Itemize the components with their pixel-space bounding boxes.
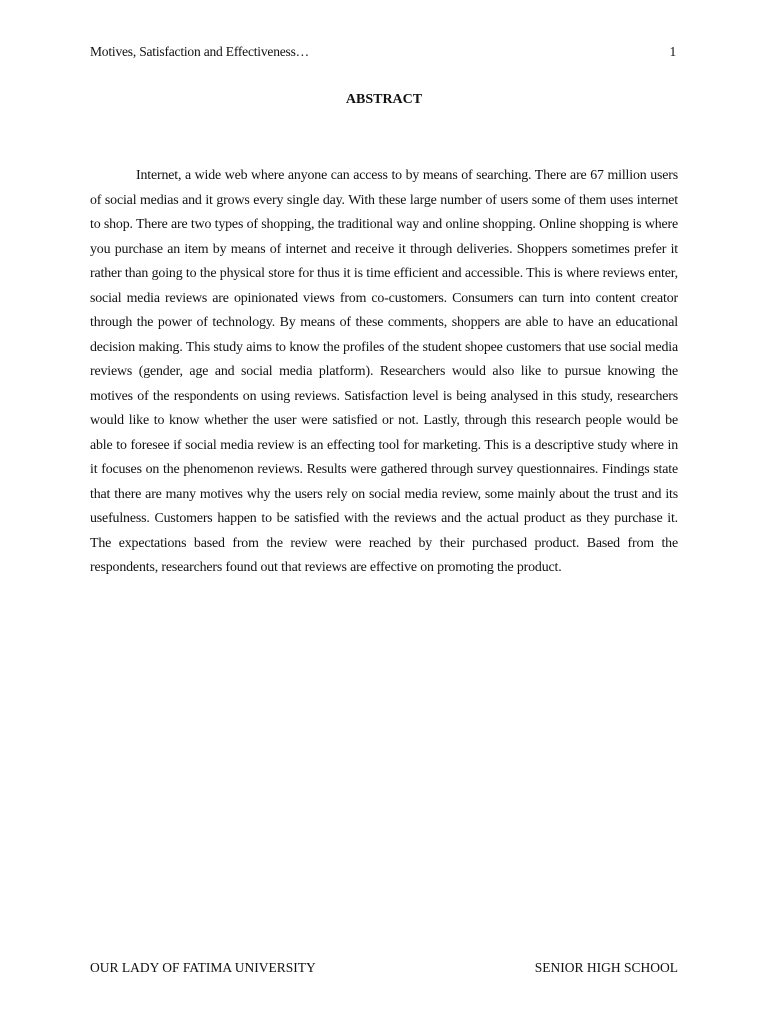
- footer-institution: OUR LADY OF FATIMA UNIVERSITY: [90, 960, 316, 975]
- abstract-paragraph: Internet, a wide web where anyone can access to by means of searching. There are 67 million users of social medias and it grows every single day. With these large number of users some of them uses internet to shop. There are two types of shopping, the traditional way and online shopping. Online shopping is where you purchase an item by means of internet and receive it through deliveries. Shoppers sometimes prefer it rather than going to the physical store for thus it is time efficient and accessible. This is where reviews enter, social media reviews are opinionated views from co-customers. Consumers can turn into content creator through the power of technology. By means of these comments, shoppers are able to have an educational decision making. This study aims to know the profiles of the student shopee customers that use social media reviews (gender, age and social media platform). Researchers would also like to pursue knowing the motives of the respondents on using reviews. Satisfaction level is being analysed in this study, researchers would like to know whether the user were satisfied or not. Lastly, through this research people would be able to foresee if social media review is an effecting tool for marketing. This is a descriptive study where in it focuses on the phenomenon reviews. Results were gathered through survey questionnaires. Findings state that there are many motives why the users rely on social media review, some mainly about the trust and its usefulness. Customers happen to be satisfied with the reviews and the actual product as they purchase it. The expectations based from the review were reached by their purchased product. Based from the respondents, researchers found out that reviews are effective on promoting the product.: [90, 168, 678, 575]
- running-title: Motives, Satisfaction and Effectiveness…: [90, 44, 309, 59]
- running-header: [90, 44, 678, 64]
- abstract-heading: ABSTRACT: [345, 92, 423, 107]
- footer-department: SENIOR HIGH SCHOOL: [534, 960, 678, 975]
- page-number: 1: [669, 44, 676, 59]
- page-footer: [90, 960, 678, 980]
